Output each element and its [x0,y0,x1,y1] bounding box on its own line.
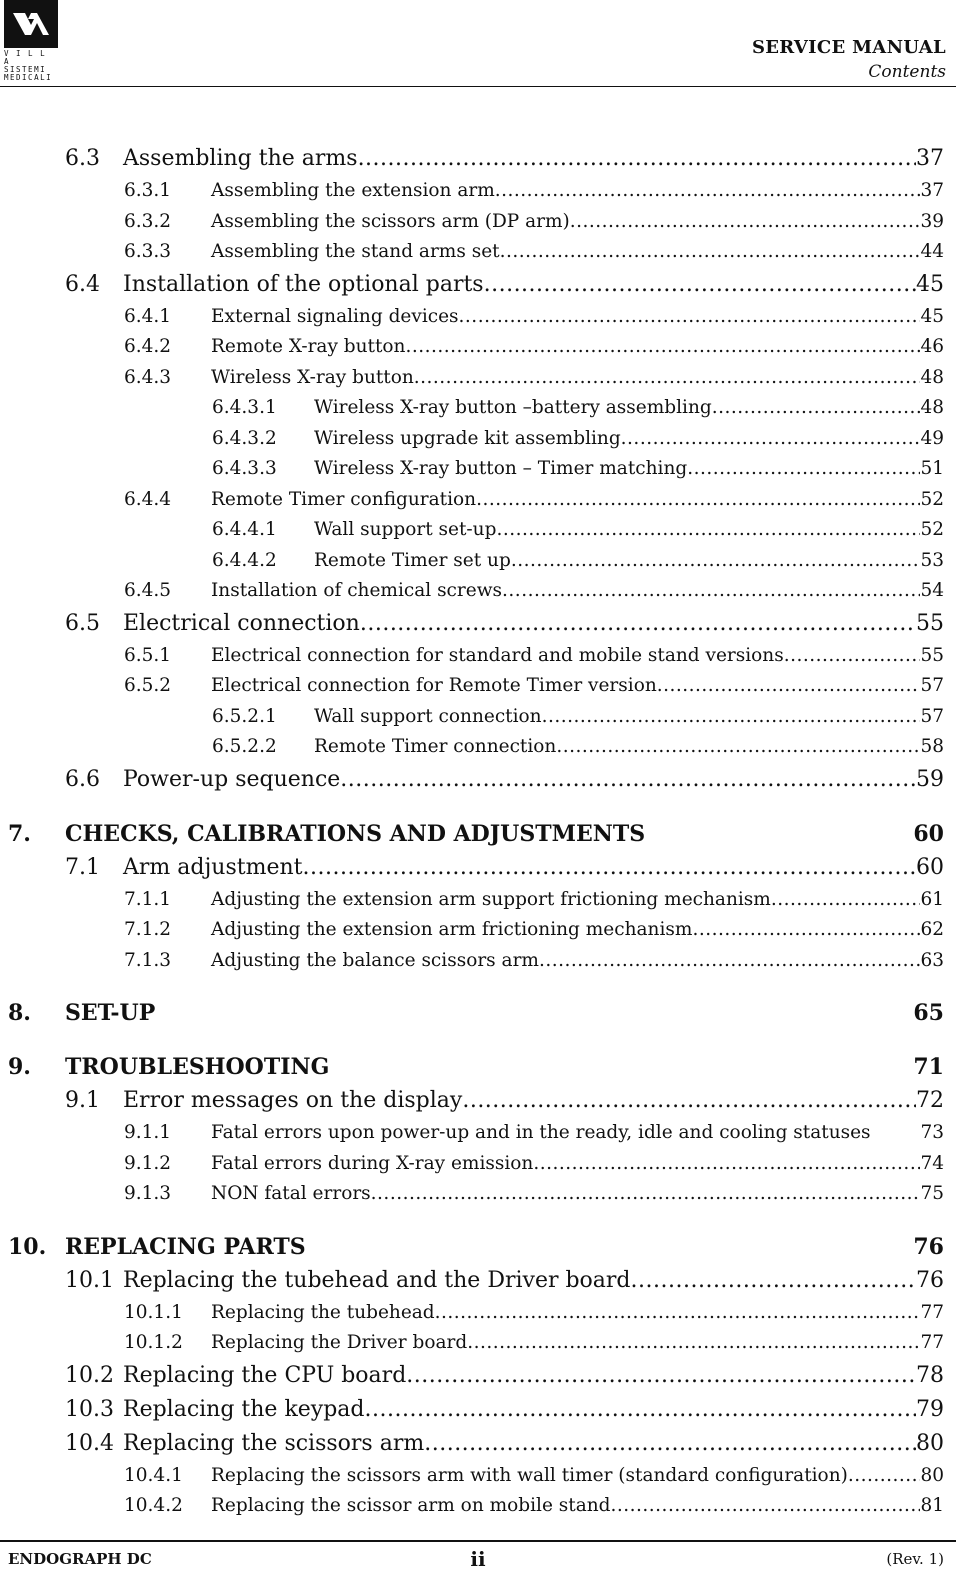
toc-leader-dots [406,1363,916,1388]
toc-leader-dots [340,767,916,792]
toc-entry-page: 39 [920,210,944,232]
toc-leader-dots [459,306,921,327]
logo-line-3: MEDICALI [4,73,53,82]
toc-entry-number: 10.4.1 [124,1464,183,1486]
toc-leader-dots [500,241,921,262]
toc-entry-page: 46 [920,336,944,357]
toc-entry[interactable] [0,1332,956,1363]
toc-entry[interactable] [0,950,956,981]
toc-entry[interactable] [0,519,956,550]
toc-entry-title: Replacing the scissors arm with wall timer (standard configuration) [211,1464,848,1486]
toc-entry-title: Remote Timer connection [314,736,557,757]
toc-entry-title: Replacing the Driver board [211,1332,468,1353]
toc-leader-dots [495,180,921,201]
toc-entry-number: 10.1 [65,1267,114,1293]
toc-leader-dots [435,1302,921,1323]
toc-entry-number: 7.1.1 [124,888,172,910]
toc-entry-page: 60 [913,820,944,847]
toc-entry-title: Replacing the tubehead and the Driver board [123,1267,631,1293]
toc-entry-page: 45 [916,271,944,297]
toc-entry-page: 37 [916,146,944,171]
toc-entry-number: 6.3 [65,146,100,171]
toc-entry-title: Fatal errors during X-ray emission [211,1152,534,1174]
toc-entry-title: REPLACING PARTS [65,1233,306,1260]
toc-entry[interactable] [0,706,956,737]
toc-entry-title: Fatal errors upon power-up and in the ready, idle and cooling statuses [211,1122,871,1143]
toc-entry-title: Assembling the extension arm [211,180,495,201]
toc-entry-title: Assembling the arms [123,146,358,171]
toc-entry-title: Remote Timer set up [314,549,511,571]
toc-entry-title: Error messages on the display [123,1088,463,1113]
toc-entry-page: 73 [920,1122,944,1143]
toc-entry-title: Power-up sequence [123,766,341,792]
toc-leader-dots [533,1153,920,1174]
toc-entry-number: 10.1.2 [124,1332,183,1353]
toc-entry[interactable] [0,1122,956,1153]
toc-leader-dots [712,397,921,418]
toc-leader-dots [462,1088,916,1113]
toc-entry-number: 8. [8,1000,31,1026]
toc-entry[interactable] [0,336,956,367]
toc-entry-title: TROUBLESHOOTING [65,1054,330,1080]
toc-entry-number: 6.5 [65,610,100,636]
toc-entry-title: Wireless X-ray button – Timer matching [314,458,688,479]
toc-entry[interactable] [0,1465,956,1496]
toc-chapter[interactable] [0,1054,956,1088]
footer-revision: (Rev. 1) [886,1550,944,1568]
toc-entry-page: 63 [920,949,944,971]
toc-entry[interactable] [0,1268,956,1302]
toc-entry-page: 58 [920,736,944,757]
toc-entry-number: 9.1 [65,1088,100,1113]
toc-leader-dots [848,1465,921,1486]
toc-entry[interactable] [0,1363,956,1397]
toc-entry-page: 53 [920,549,944,571]
toc-entry-title: Replacing the CPU board [123,1362,407,1388]
footer-page-number: ii [470,1547,486,1571]
toc-entry-page: 44 [920,241,944,262]
toc-entry[interactable] [0,1397,956,1431]
toc-entry-number: 6.5.2.2 [212,736,277,757]
toc-entry-page: 49 [920,427,944,449]
toc-entry-title: NON fatal errors [211,1183,371,1204]
toc-entry-number: 6.5.1 [124,644,172,666]
toc-entry-page: 78 [916,1362,944,1388]
toc-leader-dots [570,211,921,232]
toc-entry-number: 10. [8,1233,47,1260]
toc-entry-number: 7.1.3 [124,949,172,971]
toc-entry[interactable] [0,367,956,398]
toc-entry-title: Installation of chemical screws [211,580,503,601]
footer-product: ENDOGRAPH DC [8,1550,152,1568]
toc-entry[interactable] [0,736,956,767]
toc-entry[interactable] [0,180,956,211]
toc-entry-page: 80 [916,1430,944,1456]
toc-leader-dots [302,855,916,880]
toc-entry-number: 9.1.3 [124,1183,172,1204]
toc-entry-title: Electrical connection for standard and mobile stand versions [211,644,784,666]
toc-leader-dots [496,519,920,540]
toc-entry[interactable] [0,428,956,459]
toc-entry-number: 6.4.2 [124,336,172,357]
toc-leader-dots [692,919,920,940]
toc-entry-page: 51 [920,458,944,479]
toc-entry-page: 48 [920,366,944,388]
footer-divider [0,1540,956,1542]
toc-entry-number: 6.4 [65,271,100,297]
toc-entry-page: 52 [920,488,944,510]
toc-entry-title: SET-UP [65,1000,156,1026]
toc-entry-page: 37 [920,180,944,201]
toc-entry-page: 76 [916,1267,944,1293]
manual-subtitle: Contents [868,62,946,82]
toc-entry-page: 52 [920,519,944,540]
toc-entry-number: 6.6 [65,766,100,792]
villa-logo [4,0,58,82]
toc-entry-page: 74 [920,1152,944,1174]
toc-entry-title: Assembling the stand arms set [211,241,500,262]
toc-entry-number: 10.1.1 [124,1301,183,1323]
toc-entry-page: 57 [920,705,944,727]
toc-entry-number: 9. [8,1054,31,1080]
toc-entry-page: 77 [920,1301,944,1323]
toc-entry[interactable] [0,889,956,920]
toc-entry-number: 10.4 [65,1430,114,1456]
toc-entry[interactable] [0,1302,956,1333]
toc-entry-page: 62 [920,919,944,940]
toc-entry-page: 79 [916,1396,944,1422]
toc-entry-title: Electrical connection for Remote Timer version [211,675,657,696]
toc-entry-number: 6.4.3.1 [212,397,277,418]
toc-entry-page: 48 [920,397,944,418]
toc-chapter[interactable] [0,1234,956,1268]
toc-entry-number: 10.2 [65,1362,114,1388]
toc-entry-title: Replacing the tubehead [211,1301,435,1323]
toc-entry-title: Replacing the scissors arm [123,1430,425,1456]
toc-entry-page: 59 [916,766,944,792]
toc-entry-title: Arm adjustment [123,854,303,880]
toc-leader-dots [424,1431,916,1456]
section-gap [0,1034,956,1054]
logo-line-1: V I L L A [4,49,47,66]
toc-entry-page: 60 [916,854,944,880]
toc-entry[interactable] [0,1088,956,1122]
section-gap [0,1214,956,1234]
toc-entry-page: 80 [920,1464,944,1486]
toc-leader-dots [414,367,921,388]
toc-entry-number: 6.5.2.1 [212,705,277,727]
toc-leader-dots [784,645,921,666]
toc-entry-number: 6.5.2 [124,675,172,696]
toc-leader-dots [611,1495,921,1516]
toc-leader-dots [484,272,916,297]
header-divider [0,86,956,87]
toc-leader-dots [371,1183,921,1204]
toc-entry-page: 72 [916,1088,944,1113]
toc-entry-title: External signaling devices [211,305,459,327]
toc-entry-number: 10.4.2 [124,1495,183,1516]
toc-entry-title: Adjusting the balance scissors arm [211,949,539,971]
toc-entry-page: 61 [920,888,944,910]
logo-line-2: SISTEMI [4,65,47,74]
toc-entry-title: Wall support set-up [314,519,497,540]
toc-entry-page: 57 [920,675,944,696]
toc-chapter[interactable] [0,821,956,855]
toc-leader-dots [405,336,920,357]
toc-entry-page: 76 [913,1233,944,1260]
toc-entry-number: 9.1.2 [124,1152,172,1174]
toc-entry-page: 45 [920,305,944,327]
page-header [0,0,956,87]
toc-entry-title: Replacing the keypad [123,1396,365,1422]
toc-entry[interactable] [0,241,956,272]
toc-entry-number: 7.1 [65,854,100,880]
toc-entry-title: Remote X-ray button [211,336,406,357]
toc-entry-title: Remote Timer configuration [211,488,477,510]
toc-entry[interactable] [0,211,956,242]
toc-entry[interactable] [0,611,956,645]
toc-entry-title: Installation of the optional parts [123,271,484,297]
manual-title: SERVICE MANUAL [751,37,946,58]
section-gap [0,801,956,821]
toc-leader-dots [556,736,920,757]
toc-entry-title: Wireless upgrade kit assembling [314,427,621,449]
toc-entry-title: Replacing the scissor arm on mobile stand [211,1495,611,1516]
toc-entry[interactable] [0,1431,956,1465]
toc-entry-title: Adjusting the extension arm support frictioning mechanism [211,888,771,910]
toc-leader-dots [687,458,920,479]
toc-entry-number: 6.3.1 [124,180,172,201]
toc-entry-number: 6.4.3 [124,366,172,388]
toc-entry-title: Wall support connection [314,705,542,727]
toc-leader-dots [358,146,916,171]
toc-leader-dots [365,1397,916,1422]
toc-entry-number: 9.1.1 [124,1122,172,1143]
toc-entry[interactable] [0,767,956,801]
toc-leader-dots [542,706,921,727]
toc-entry-page: 81 [920,1495,944,1516]
toc-entry[interactable] [0,1153,956,1184]
toc-leader-dots [467,1332,920,1353]
toc-entry[interactable] [0,458,956,489]
toc-entry[interactable] [0,855,956,889]
toc-entry[interactable] [0,580,956,611]
toc-entry-page: 55 [916,610,944,636]
toc-entry[interactable] [0,146,956,180]
toc-entry[interactable] [0,489,956,520]
toc-entry[interactable] [0,919,956,950]
toc-entry-number: 6.3.3 [124,241,172,262]
toc-entry-title: Wireless X-ray button [211,366,414,388]
toc-entry-page: 71 [913,1054,944,1080]
toc-entry-number: 7. [8,820,31,847]
section-gap [0,980,956,1000]
toc-entry-page: 65 [913,1000,944,1026]
toc-entry-number: 6.4.4 [124,488,172,510]
toc-entry-page: 54 [920,580,944,601]
toc-entry[interactable] [0,550,956,581]
toc-entry-number: 6.3.2 [124,210,172,232]
toc-leader-dots [621,428,921,449]
toc-leader-dots [511,550,921,571]
toc-entry[interactable] [0,1495,956,1526]
toc-leader-dots [657,675,921,696]
toc-entry-number: 10.3 [65,1396,114,1422]
toc-leader-dots [360,611,916,636]
toc-entry-title: CHECKS, CALIBRATIONS AND ADJUSTMENTS [65,820,646,847]
toc-entry[interactable] [0,645,956,676]
toc-entry-page: 77 [920,1332,944,1353]
toc-entry-number: 6.4.3.3 [212,458,277,479]
toc-entry[interactable] [0,397,956,428]
toc-leader-dots [476,489,920,510]
toc-leader-dots [539,950,920,971]
table-of-contents [0,146,956,1526]
toc-chapter[interactable] [0,1000,956,1034]
toc-entry-number: 6.4.4.1 [212,519,277,540]
toc-entry-title: Electrical connection [123,610,360,636]
toc-entry-title: Wireless X-ray button –battery assembling [314,397,712,418]
logo-text [4,50,58,82]
toc-entry-number: 6.4.3.2 [212,427,277,449]
logo-mark-icon [4,0,58,48]
toc-entry-number: 6.4.1 [124,305,172,327]
toc-entry[interactable] [0,306,956,337]
toc-entry[interactable] [0,675,956,706]
toc-entry-number: 7.1.2 [124,919,172,940]
toc-leader-dots [771,889,921,910]
toc-leader-dots [502,580,920,601]
toc-entry-title: Adjusting the extension arm frictioning mechanism [211,919,693,940]
toc-leader-dots [631,1268,916,1293]
toc-entry-number: 6.4.5 [124,580,172,601]
toc-entry-page: 75 [920,1183,944,1204]
toc-entry-page: 55 [920,644,944,666]
toc-entry[interactable] [0,272,956,306]
toc-entry-title: Assembling the scissors arm (DP arm) [211,210,570,232]
toc-entry-number: 6.4.4.2 [212,549,277,571]
toc-entry[interactable] [0,1183,956,1214]
